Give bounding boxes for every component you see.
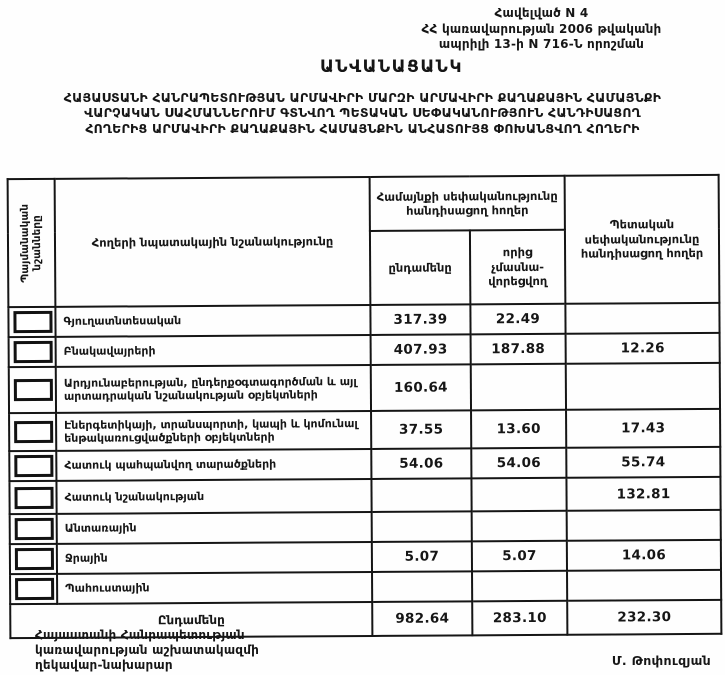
- subtitle-line: ՀԱՅԱՍՏԱՆԻ ՀԱՆՐԱՊԵՏՈՒԹՅԱՆ ԱՐՄԱՎԻՐԻ ՄԱՐԶԻ ԱՐՄԱՎԻՐԻ ՔԱՂԱՔԱՅԻՆ ՀԱՄԱՅՆՔԻ: [63, 90, 662, 105]
- office-line: կառավարության աշխատակազմի: [35, 643, 260, 658]
- land-category-label: Գյուղատնտեսական: [55, 305, 370, 337]
- table-row: [9, 477, 720, 514]
- table-row: [9, 363, 720, 413]
- nonprivatized-value: 22.49: [470, 304, 565, 335]
- community-total-value: 54.06: [371, 448, 471, 479]
- land-category-label: Էներգետիկայի, տրանսպորտի, կապի և կոմունալ ենթակառուցվածքների օբյեկտների: [56, 411, 371, 451]
- nonprivatized-value: 5.07: [472, 541, 567, 572]
- state-lands-value: 132.81: [566, 477, 720, 511]
- checkbox-icon: [14, 379, 53, 401]
- table-row: [9, 447, 720, 481]
- table-row: [10, 540, 721, 574]
- column-header-symbols: Պայմանական նշանները: [8, 179, 56, 307]
- total-state-value: 232.30: [567, 600, 721, 635]
- checkbox-icon: [14, 421, 53, 443]
- state-lands-value: 14.06: [567, 540, 721, 571]
- checkbox-icon: [15, 548, 54, 570]
- nonprivatized-value: [471, 364, 566, 411]
- community-total-value: [371, 478, 471, 512]
- signature-name: Մ. Թոփուզյան: [611, 653, 711, 668]
- table-row: [10, 510, 721, 544]
- checkbox-icon: [15, 518, 54, 540]
- subtitle-line: ՎԱՐՉԱԿԱՆ ՍԱՀՄԱՆՆԵՐՈՒՄ ԳՏՆՎՈՂ ՊԵՏԱԿԱՆ ՍԵՓԱԿԱՆՈՒԹՅՈՒՆ ՀԱՆԴԻՍԱՑՈՂ: [84, 105, 641, 121]
- appendix-line: ՀՀ կառավարության 2006 թվականի: [421, 21, 662, 36]
- document-subtitle: [0, 90, 725, 136]
- nonprivatized-value: [471, 478, 566, 512]
- column-header-total: ընդամենը: [370, 230, 470, 305]
- table-row: [10, 570, 721, 604]
- state-lands-value: 17.43: [566, 409, 720, 448]
- nonprivatized-value: 54.06: [471, 448, 566, 479]
- appendix-line: ապրիլի 13-ի N 716-Ն որոշման: [438, 37, 645, 52]
- checkbox-icon: [15, 578, 54, 600]
- checkbox-icon: [14, 455, 53, 477]
- checkbox-icon: [13, 311, 52, 333]
- table-row: [9, 409, 720, 451]
- column-group-community-lands: Համայնքի սեփականությունը հանդիսացող հողեր: [370, 176, 565, 231]
- land-category-label: Հատուկ պահպանվող տարածքների: [56, 449, 371, 481]
- total-community-value: 982.64: [372, 601, 472, 636]
- community-total-value: 37.55: [371, 410, 471, 449]
- land-category-label: Բնակավայրերի: [56, 335, 371, 367]
- state-lands-value: [567, 570, 721, 601]
- community-total-value: 5.07: [372, 541, 472, 572]
- state-lands-value: [566, 363, 720, 410]
- checkbox-icon: [14, 486, 53, 508]
- state-lands-value: [565, 303, 719, 334]
- land-category-label: Պահուստային: [57, 572, 372, 604]
- office-line: Հայաստանի Հանրապետության: [35, 628, 245, 642]
- nonprivatized-value: 13.60: [471, 410, 566, 449]
- state-lands-value: 12.26: [566, 333, 720, 364]
- table-row: [9, 333, 720, 367]
- office-line: ղեկավար-նախարար: [35, 658, 173, 673]
- subtitle-line: ՀՈՂԵՐԻՑ ԱՐՄԱՎԻՐԻ ՔԱՂԱՔԱՅԻՆ ՀԱՄԱՅՆՔԻՆ ԱՆՀԱՏՈՒՅՑ ՓՈԽԱՆՑՎՈՂ ՀՈՂԵՐԻ: [85, 120, 640, 136]
- community-total-value: 407.93: [371, 334, 471, 365]
- nonprivatized-value: [472, 511, 567, 542]
- page-title: ԱՆՎԱՆԱՑԱՆԿ: [320, 57, 463, 77]
- land-category-label: Ջրային: [57, 542, 372, 574]
- land-category-label: Անտառային: [57, 512, 372, 544]
- state-lands-value: 55.74: [566, 447, 720, 478]
- table-row: [8, 303, 719, 337]
- nonprivatized-value: 187.88: [471, 334, 566, 365]
- community-total-value: [372, 571, 472, 602]
- land-category-label: Հատուկ նշանակության: [56, 479, 371, 514]
- appendix-line: Հավելված N 4: [494, 6, 589, 20]
- checkbox-icon: [14, 341, 53, 363]
- appendix-reference: [364, 6, 719, 53]
- column-header-nonprivatized: որից չմասնա-վորեցվող: [470, 230, 565, 305]
- lands-table: [7, 174, 721, 639]
- state-lands-value: [567, 510, 721, 541]
- signatory-office: [35, 628, 259, 674]
- nonprivatized-value: [472, 571, 567, 602]
- land-category-label: Արդյունաբերության, ընդերքօգտագործման և այլ արտադրական նշանակության օբյեկտների: [56, 365, 371, 413]
- total-label: Ընդամենը: [10, 602, 372, 638]
- total-nonprivatized-value: 283.10: [472, 601, 567, 636]
- column-header-purpose: Հողերի նպատակային նշանակությունը: [55, 177, 371, 307]
- community-total-value: [372, 511, 472, 542]
- column-header-state-lands: Պետական սեփականությունը հանդիսացող հողեր: [565, 175, 720, 304]
- community-total-value: 160.64: [371, 364, 471, 411]
- community-total-value: 317.39: [370, 304, 470, 335]
